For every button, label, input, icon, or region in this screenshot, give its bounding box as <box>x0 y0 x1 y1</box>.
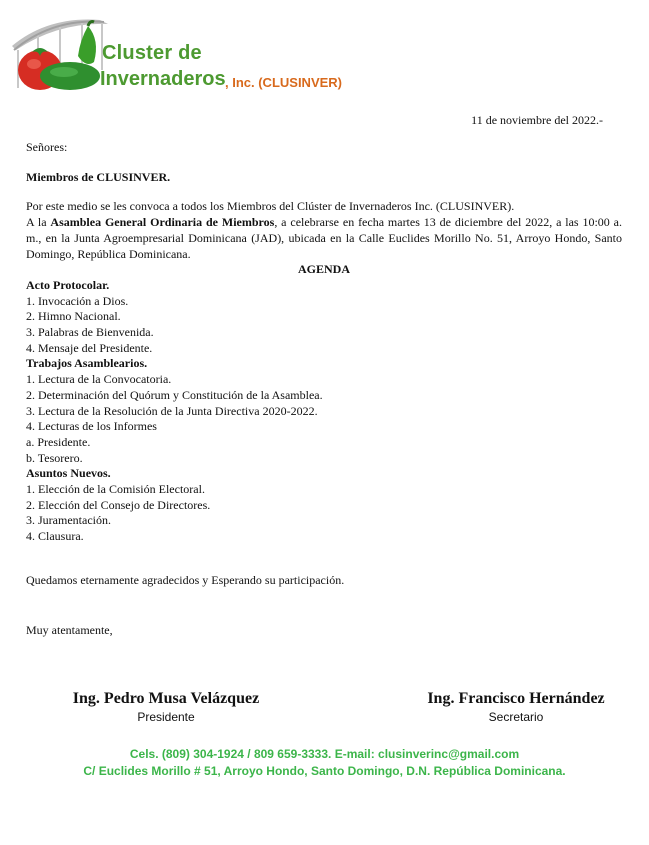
intro-paragraph: Por este medio se les convoca a todos los Miembros del Clúster de Invernaderos Inc. (CLUSINVER). <box>26 199 515 214</box>
signatory-name: Ing. Pedro Musa Velázquez <box>72 690 260 707</box>
agenda-item: 1. Lectura de la Convocatoria. <box>26 372 172 387</box>
agenda-item: 2. Elección del Consejo de Directores. <box>26 497 211 512</box>
agenda-item: 3. Lectura de la Resolución de la Junta Directiva 2020-2022. <box>26 403 318 418</box>
letter-date: 11 de noviembre del 2022.- <box>471 113 603 127</box>
closing-text: Quedamos eternamente agradecidos y Esperando su participación. <box>26 572 345 587</box>
logo-title-line3: , Inc. (CLUSINVER) <box>225 75 343 90</box>
section-heading: Asuntos Nuevos. <box>26 466 111 481</box>
agenda-title: AGENDA <box>297 262 350 277</box>
farewell-text: Muy atentamente, <box>26 622 113 637</box>
signatory-role: Secretario <box>488 710 544 724</box>
section-heading: Trabajos Asamblearios. <box>26 356 148 371</box>
agenda-item: 3. Juramentación. <box>26 513 111 528</box>
agenda-item: 1. Elección de la Comisión Electoral. <box>26 482 205 497</box>
agenda-item: b. Tesorero. <box>26 450 83 465</box>
logo-title-line2: Invernaderos <box>100 68 226 90</box>
signatory-name: Ing. Francisco Hernández <box>427 690 605 707</box>
assembly-paragraph: A la Asamblea General Ordinaria de Miembros, a celebrarse en fecha martes 13 de diciembre del 2022, a las 10:00 a. m., en la Junta Agroempresarial Dominicana (JAD), ubicada en la Calle Euclides Morillo No. 51, Arroyo Hondo, Santo Domingo, República Dominicana. <box>26 215 622 261</box>
agenda-item: 4. Lecturas de los Informes <box>26 419 157 434</box>
letter-body <box>26 140 622 638</box>
signature-president <box>66 690 266 724</box>
agenda-item: 2. Determinación del Quórum y Constitución de la Asamblea. <box>26 387 323 402</box>
logo <box>8 10 348 94</box>
agenda-item: 2. Himno Nacional. <box>26 309 121 324</box>
recipient: Miembros de CLUSINVER. <box>26 169 171 184</box>
assembly-name: Asamblea General Ordinaria de Miembros <box>50 215 275 230</box>
footer-contact: Cels. (809) 304-1924 / 809 659-3333. E-mail: clusinverinc@gmail.com <box>129 747 520 761</box>
agenda-item: 1. Invocación a Dios. <box>26 293 129 308</box>
agenda-item: 4. Clausura. <box>26 529 84 544</box>
signature-secretary <box>418 690 614 724</box>
logo-title-line1: Cluster de <box>102 42 202 64</box>
footer-address: C/ Euclides Morillo # 51, Arroyo Hondo, Santo Domingo, D.N. República Dominicana. <box>83 764 566 778</box>
agenda-item: a. Presidente. <box>26 434 91 449</box>
agenda-item: 4. Mensaje del Presidente. <box>26 340 153 355</box>
agenda-item: 3. Palabras de Bienvenida. <box>26 325 154 340</box>
section-heading: Acto Protocolar. <box>26 277 110 292</box>
signatory-role: Presidente <box>137 710 195 724</box>
salutation: Señores: <box>26 140 68 154</box>
